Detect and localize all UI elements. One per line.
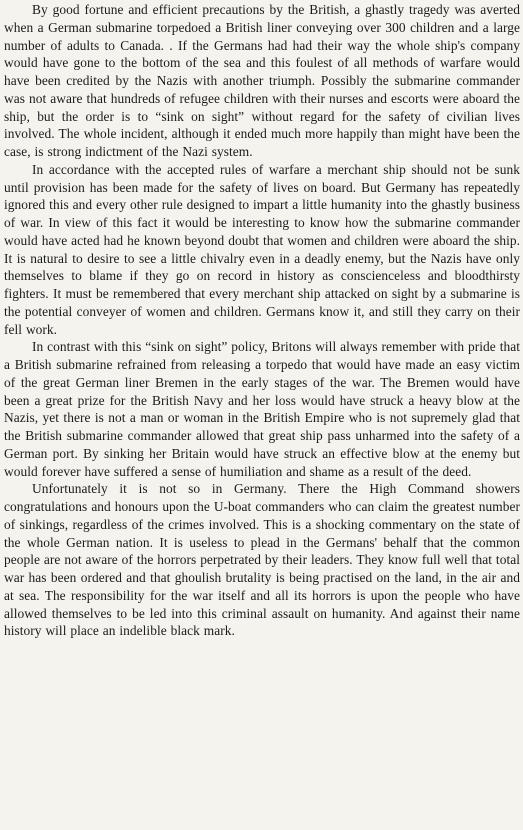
editorial-article xyxy=(4,0,520,640)
paragraph-submarine-tragedy: By good fortune and efficient precautions by the British, a ghastly tragedy was averted when a German submarine torpedoed a British liner conveying over 300 children and a large number of adults to Canada. . If the Germans had had their way the whole ship's company would have gone to the bottom of the sea and this foulest of all methods of warfare would have been credited by the Nazis with another triumph. Possibly the submarine commander was not aware that hundreds of refugee children with their nurses and escorts were aboard the ship, but the order is to “sink on sight” without regard for the safety of civilian lives involved. The whole incident, although it ended much more happily than might have been the case, is strong indictment of the Nazi system. xyxy=(4,2,520,159)
paragraph-bremen-contrast: In contrast with this “sink on sight” policy, Britons will always remember with pride that a British submarine refrained from releasing a torpedo that would have made an easy victim of the great German liner Bremen in the early stages of the war. The Bremen would have been a great prize for the British Navy and her loss would have struck a heavy blow at the Nazis, yet there is not a man or woman in the British Empire who is not supremely glad that the British submarine commander allowed that great ship pass unharmed into the safety of a German port. By sinking her Britain would have struck an effective blow at the enemy but would forever have suffered a sense of humiliation and shame as a result of the deed. xyxy=(4,339,520,479)
paragraph-german-high-command: Unfortunately it is not so in Germany. There the High Command showers congratulations and honours upon the U-boat commanders who can claim the greatest number of sinkings, regardless of the crimes involved. This is a shocking commentary on the state of the whole German nation. It is useless to plead in the Germans' behalf that the common people are not aware of the horrors perpetrated by their leaders. They know full well that total war has been ordered and that ghoulish brutality is being practised on the land, in the air and at sea. The responsibility for the war itself and all its horrors is upon the people who have allowed themselves to be led into this criminal assault on humanity. And against their name history will place an indelible black mark. xyxy=(4,481,520,639)
paragraph-rules-of-warfare: In accordance with the accepted rules of warfare a merchant ship should not be sunk until provision has been made for the safety of lives on board. But Germany has repeatedly ignored this and every other rule designed to impart a little humanity into the ghastly business of war. In view of this fact it would be interesting to know how the submarine commander would have acted had he known beyond doubt that women and children were aboard the ship. It is natural to desire to see a little chivalry even in a deadly enemy, but the Nazis have only themselves to blame if they go on record in history as conscienceless and bloodthirsty fighters. It must be remembered that every merchant ship attacked on sight by a submarine is the potential conveyer of women and children. Germans know it, and still they carry on their fell work. xyxy=(4,161,520,337)
